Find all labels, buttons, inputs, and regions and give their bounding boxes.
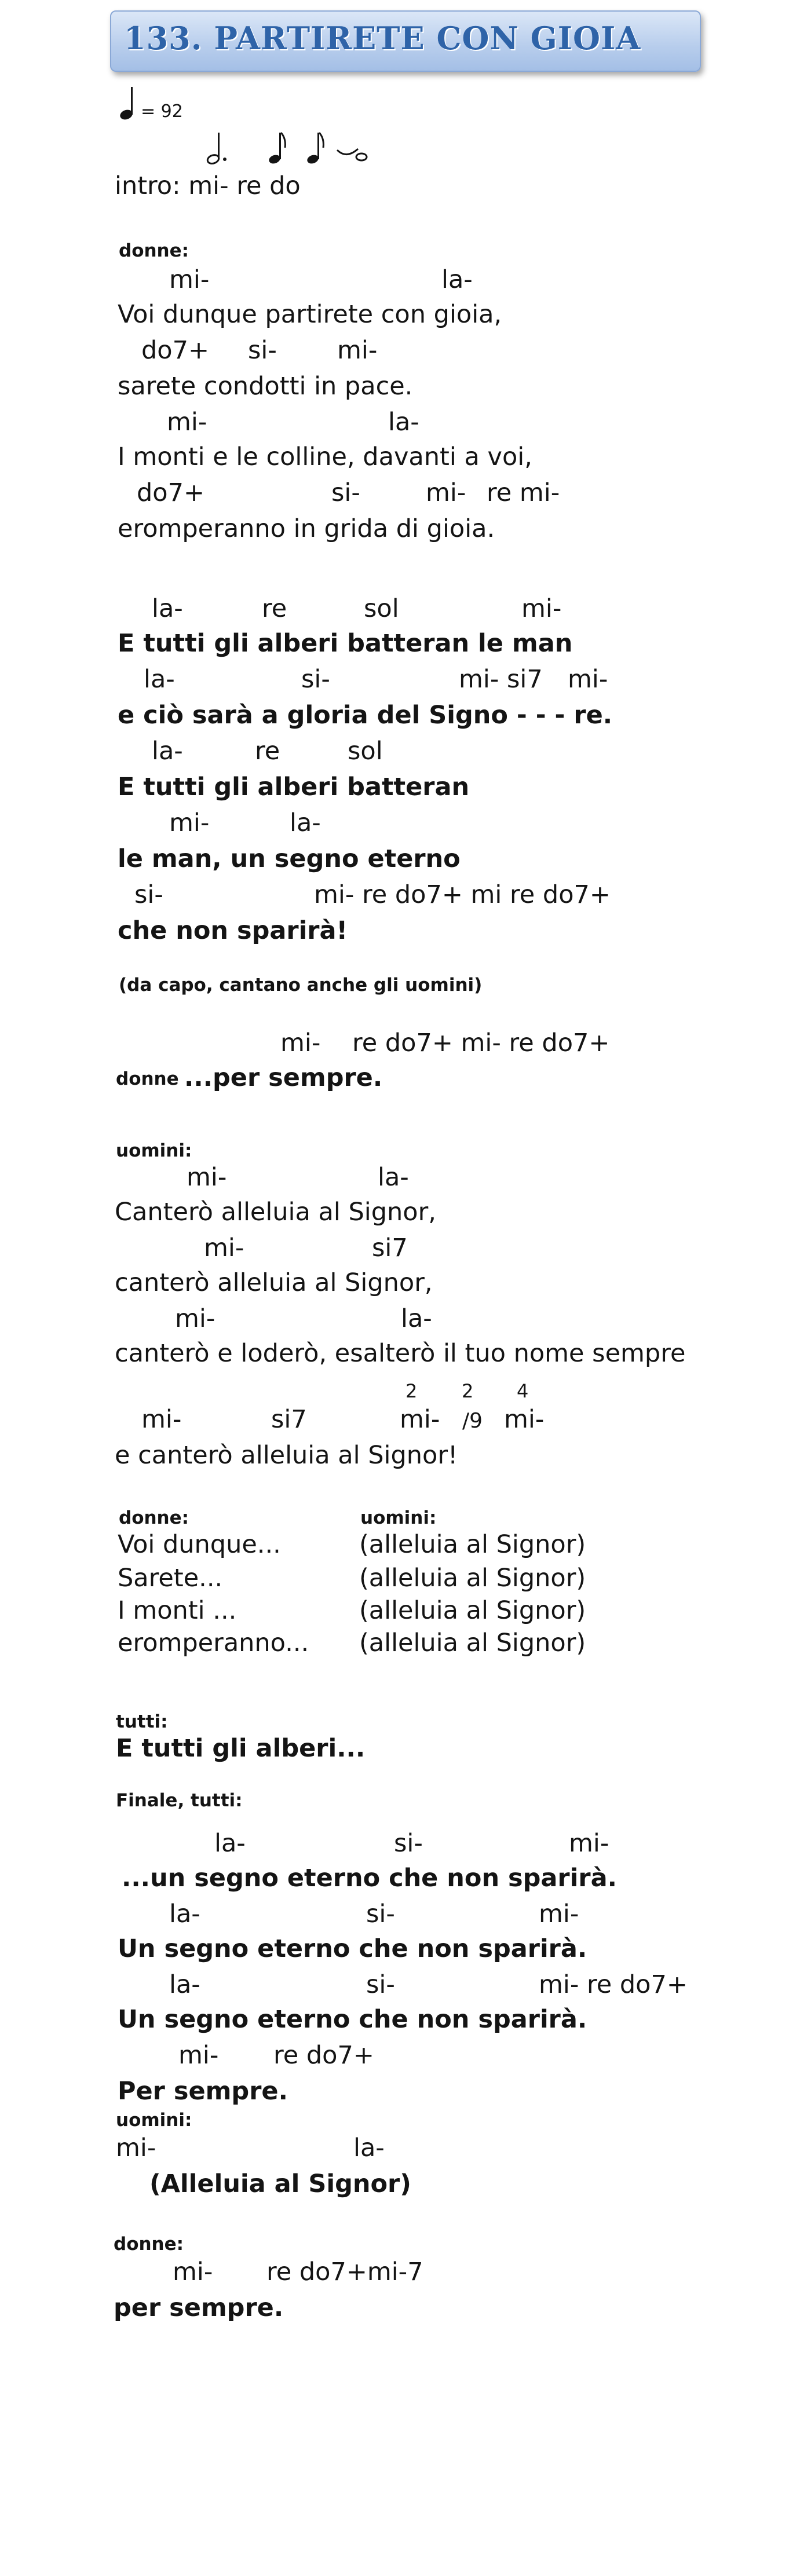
chord: si- bbox=[366, 1900, 395, 1929]
uomini-line: (alleluia al Signor) bbox=[359, 1629, 586, 1657]
chord: re bbox=[255, 737, 280, 766]
chord: re mi- bbox=[487, 478, 560, 507]
lyric-line: e canterò alleluia al Signor! bbox=[115, 1441, 458, 1470]
chord: la- bbox=[169, 1970, 200, 1999]
lyric-line: che non sparirà! bbox=[118, 916, 348, 945]
uomini-line: (alleluia al Signor) bbox=[359, 1596, 586, 1625]
chord: si- bbox=[248, 336, 277, 365]
lyric-line: E tutti gli alberi batteran le man bbox=[118, 629, 573, 658]
chord: la- bbox=[388, 408, 419, 437]
chord: sol bbox=[364, 594, 399, 623]
finger-number: 2 bbox=[462, 1380, 474, 1402]
chord: la- bbox=[214, 1829, 246, 1858]
donne-line: Voi dunque... bbox=[118, 1530, 281, 1559]
chord: mi- bbox=[169, 265, 210, 294]
chord: re do7+ bbox=[273, 2041, 374, 2070]
lyric-line: canterò alleluia al Signor, bbox=[115, 1268, 433, 1297]
tempo-value: = 92 bbox=[141, 101, 183, 122]
chord: mi- bbox=[504, 1405, 545, 1434]
donne-line: I monti ... bbox=[118, 1596, 237, 1625]
chord: la- bbox=[401, 1304, 432, 1333]
lyric-line: Canterò alleluia al Signor, bbox=[115, 1198, 436, 1227]
eighth-note-icon bbox=[268, 130, 287, 165]
chord: sol bbox=[348, 737, 383, 766]
chord: la- bbox=[169, 1900, 200, 1929]
quarter-note-icon bbox=[119, 86, 138, 120]
intro-line: intro: mi- re do bbox=[115, 171, 301, 200]
chord: mi- bbox=[204, 1234, 244, 1263]
chord: mi- bbox=[568, 665, 608, 694]
chord: mi- bbox=[521, 594, 562, 623]
chord: si- bbox=[134, 880, 163, 909]
label-donne: donne: bbox=[119, 1507, 189, 1528]
donne-line: Sarete... bbox=[118, 1564, 223, 1593]
chord: mi- bbox=[169, 808, 210, 837]
chord: mi- bbox=[173, 2257, 213, 2286]
lyric-line: E tutti gli alberi batteran bbox=[118, 773, 470, 802]
label-donne: donne: bbox=[114, 2234, 184, 2255]
title-banner bbox=[110, 10, 701, 72]
chord: re bbox=[262, 594, 287, 623]
chord: mi- si7 bbox=[459, 665, 543, 694]
lyric-line: I monti e le colline, davanti a voi, bbox=[118, 442, 532, 471]
label-uomini: uomini: bbox=[360, 1507, 437, 1528]
lyric-line: e ciò sarà a gloria del Signo - - - re. bbox=[118, 701, 613, 730]
chord: si7 bbox=[271, 1405, 307, 1434]
chord: mi- bbox=[116, 2134, 156, 2162]
lyric-line: le man, un segno eterno bbox=[118, 844, 461, 873]
lyric-line: (Alleluia al Signor) bbox=[149, 2169, 411, 2198]
finger-number: 4 bbox=[517, 1380, 529, 1402]
dotted-quarter-note-icon bbox=[206, 130, 229, 165]
uomini-line: (alleluia al Signor) bbox=[359, 1564, 586, 1593]
chord: si7 bbox=[372, 1234, 408, 1263]
lyric-line: Per sempre. bbox=[118, 2077, 288, 2106]
chord: la- bbox=[441, 265, 473, 294]
chord: la- bbox=[378, 1163, 409, 1192]
chord: la- bbox=[152, 594, 183, 623]
chord: /9 bbox=[462, 1409, 483, 1433]
tied-whole-note-icon bbox=[335, 142, 370, 165]
eighth-note-icon bbox=[306, 130, 326, 165]
lyric-line: E tutti gli alberi... bbox=[116, 1734, 366, 1763]
chord-line: mi- re do7+ mi- re do7+ bbox=[280, 1029, 610, 1058]
chord: la- bbox=[290, 808, 321, 837]
chord: si- bbox=[301, 665, 330, 694]
label-uomini: uomini: bbox=[116, 1140, 192, 1161]
label-tutti: tutti: bbox=[116, 1711, 168, 1732]
chord: re do7+mi-7 bbox=[266, 2257, 423, 2286]
lyric-line: Voi dunque partirete con gioia, bbox=[118, 300, 502, 329]
lyric-line: ...per sempre. bbox=[184, 1063, 383, 1092]
label-donne: donne bbox=[116, 1069, 179, 1089]
chord: mi- re do7+ bbox=[539, 1970, 688, 1999]
chord: mi- bbox=[141, 1405, 182, 1434]
chord: si- bbox=[331, 478, 360, 507]
label-finale: Finale, tutti: bbox=[116, 1790, 243, 1811]
chord: do7+ bbox=[141, 336, 209, 365]
lyric-line: Un segno eterno che non sparirà. bbox=[118, 2005, 587, 2034]
chord: mi- bbox=[337, 336, 378, 365]
song-title: 133. PARTIRETE CON GIOIA bbox=[124, 20, 641, 57]
lyric-line: per sempre. bbox=[114, 2293, 284, 2322]
chord: mi- bbox=[426, 478, 466, 507]
finger-number: 2 bbox=[406, 1380, 418, 1402]
chord: la- bbox=[353, 2134, 385, 2162]
chord: mi- re do7+ mi re do7+ bbox=[314, 880, 611, 909]
lyric-line: Un segno eterno che non sparirà. bbox=[118, 1934, 587, 1963]
uomini-line: (alleluia al Signor) bbox=[359, 1530, 586, 1559]
chord: si- bbox=[366, 1970, 395, 1999]
lyric-line: ...un segno eterno che non sparirà. bbox=[122, 1864, 617, 1893]
chord: mi- bbox=[400, 1405, 440, 1434]
chord: mi- bbox=[187, 1163, 227, 1192]
label-uomini: uomini: bbox=[116, 2110, 192, 2131]
chord: do7+ bbox=[137, 478, 204, 507]
chord: mi- bbox=[175, 1304, 215, 1333]
chord: la- bbox=[152, 737, 183, 766]
donne-line: eromperanno... bbox=[118, 1629, 309, 1657]
chord: la- bbox=[144, 665, 175, 694]
chord: si- bbox=[394, 1829, 423, 1858]
lyric-line: sarete condotti in pace. bbox=[118, 372, 413, 401]
chord: mi- bbox=[167, 408, 207, 437]
label-donne: donne: bbox=[119, 240, 189, 261]
lyric-line: eromperanno in grida di gioia. bbox=[118, 514, 495, 543]
chord: mi- bbox=[539, 1900, 579, 1929]
label-da-capo: (da capo, cantano anche gli uomini) bbox=[119, 975, 483, 996]
lyric-line: canterò e loderò, esalterò il tuo nome sempre bbox=[115, 1339, 686, 1368]
chord: mi- bbox=[178, 2041, 219, 2070]
chord: mi- bbox=[569, 1829, 609, 1858]
